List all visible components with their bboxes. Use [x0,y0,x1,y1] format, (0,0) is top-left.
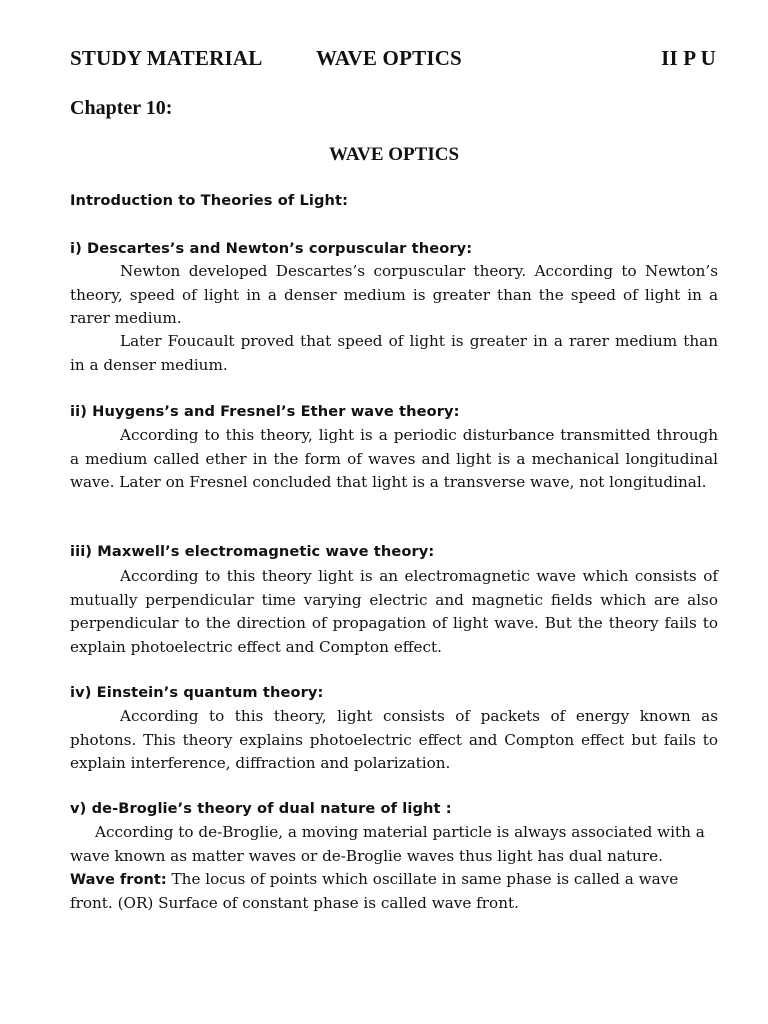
section-paragraph: According to this theory, light is a periodic disturbance transmitted through a medium called ether in the form of waves and light is a mechanical longitudinal wave. Later on Fresnel concluded that light is a transverse wave, not longitudinal. [70,426,718,492]
header-center-text: WAVE OPTICS [316,46,462,70]
section-heading-corpuscular: i) Descartes’s and Newton’s corpuscular theory: [70,240,473,257]
section-heading-dual-nature: v) de-Broglie’s theory of dual nature of light : [70,800,452,817]
section-paragraph: Newton developed Descartes’s corpuscular theory. According to Newton’s theory, speed of light in a denser medium is greater than the speed of light in a rarer medium. [70,262,718,328]
section-heading-quantum: iv) Einstein’s quantum theory: [70,684,324,701]
header-right-text: II P U [661,46,716,70]
wave-front-text: The locus of points which oscillate in same phase is called a wave front. (OR) Surface of constant phase is called wave front. [70,870,679,912]
section-heading-ether: ii) Huygens’s and Fresnel’s Ether wave theory: [70,403,460,420]
wave-front-definition [70,868,718,915]
wave-front-term: Wave front: [70,871,167,888]
section-paragraph: According to de-Broglie, a moving material particle is always associated with a wave known as matter waves or de-Broglie waves thus light has dual nature. [70,823,705,865]
section-heading-electromagnetic: iii) Maxwell’s electromagnetic wave theory: [70,543,435,560]
intro-heading: Introduction to Theories of Light: [70,192,349,209]
chapter-label: Chapter 10: [70,97,173,119]
page-title: WAVE OPTICS [328,144,460,165]
header-left-text: STUDY MATERIAL [70,46,263,70]
section-paragraph: According to this theory light is an electromagnetic wave which consists of mutually perpendicular time varying electric and magnetic fields which are also perpendicular to the direction of propagation of light wave. But the theory fails to explain photoelectric effect and Compton effect. [70,567,718,656]
section-paragraph: According to this theory, light consists of packets of energy known as photons. This theory explains photoelectric effect and Compton effect but fails to explain interference, diffraction and polarization. [70,707,718,773]
page-header [70,46,716,76]
section-paragraph: Later Foucault proved that speed of light is greater in a rarer medium than in a denser medium. [70,332,718,374]
